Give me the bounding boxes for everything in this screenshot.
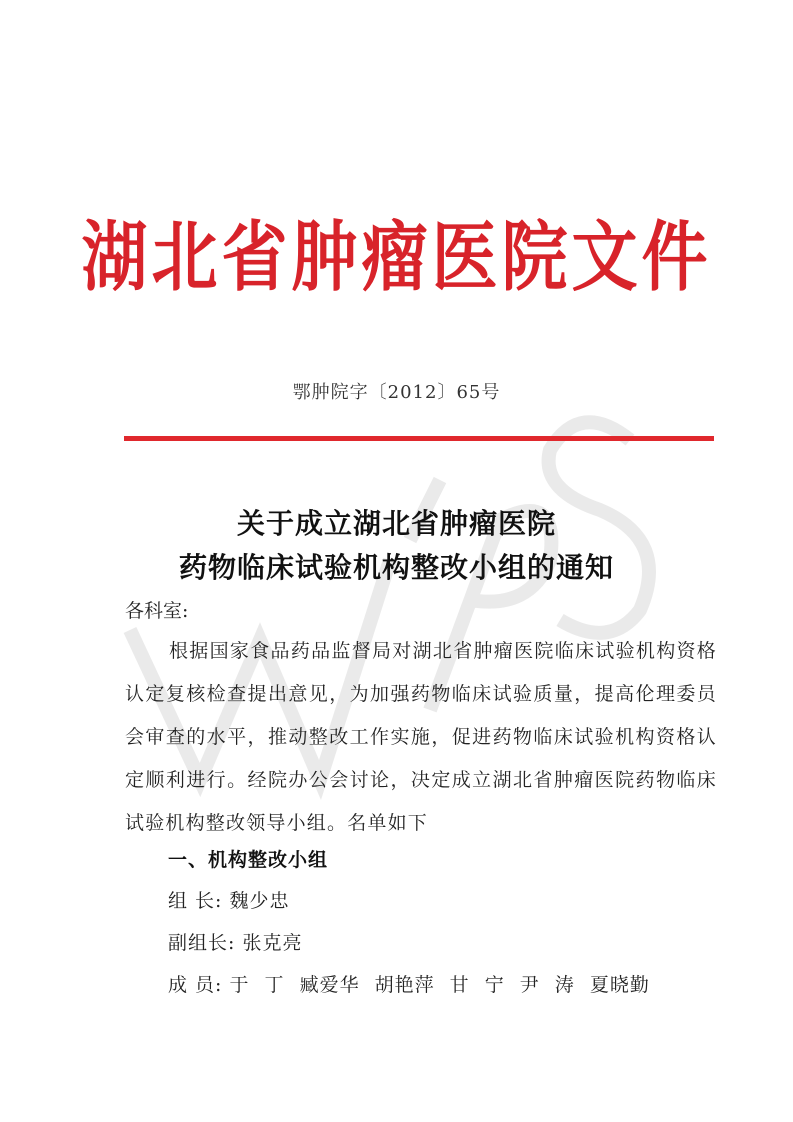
deputy-name: 张克亮 [242, 932, 303, 954]
section-heading: 一、机构整改小组 [168, 849, 329, 871]
leader-role: 组 长: [168, 890, 223, 912]
members-names: 于 丁 臧爱华 胡艳萍 甘 宁 尹 涛 夏晓勤 [229, 974, 650, 996]
members-role: 成 员: [168, 974, 223, 996]
notice-title-line1: 关于成立湖北省肿瘤医院 [236, 507, 556, 540]
document-number: 鄂肿院字〔2012〕65号 [292, 382, 501, 403]
leader-row [168, 886, 290, 913]
notice-title-line2: 药物临床试验机构整改小组的通知 [178, 551, 614, 584]
salutation: 各科室: [125, 600, 189, 622]
deputy-row [168, 928, 302, 955]
deputy-role: 副组长: [168, 932, 236, 954]
header-divider [124, 436, 714, 441]
document-header-title: 湖北省肿瘤医院文件 [81, 213, 712, 302]
body-paragraph: 根据国家食品药品监督局对湖北省肿瘤医院临床试验机构资格认定复核检查提出意见，为加强药物临床试验质量，提高伦理委员会审查的水平，推动整改工作实施，促进药物临床试验机构资格认定顺利进行。经院办公会讨论，决定成立湖北省肿瘤医院药物临床试验机构整改领导小组。名单如下 [125, 640, 717, 834]
members-row [168, 970, 650, 997]
leader-name: 魏少忠 [229, 890, 290, 912]
